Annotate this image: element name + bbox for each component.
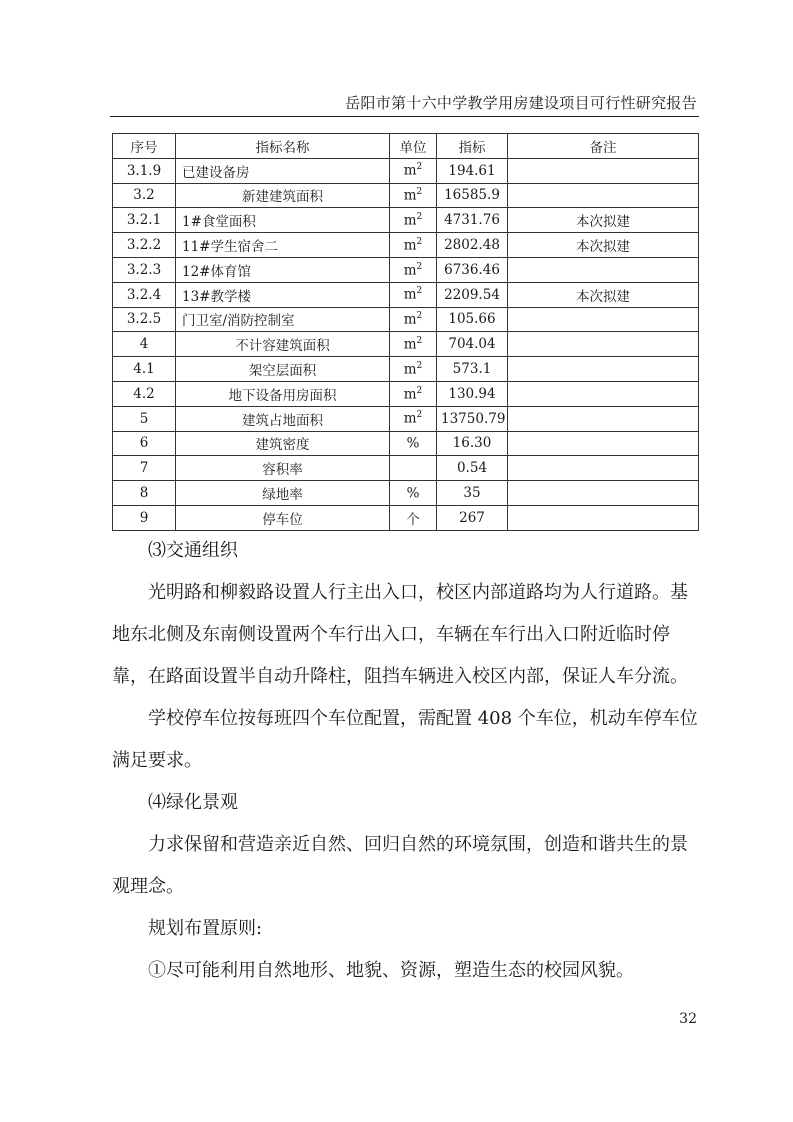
cell-value: 16585.9	[437, 183, 508, 208]
cell-unit	[390, 332, 437, 357]
cell-unit	[390, 357, 437, 382]
table-row	[113, 406, 699, 431]
table-row	[113, 431, 699, 456]
cell-unit	[390, 431, 437, 456]
table-row	[113, 307, 699, 332]
unit-base: m	[403, 162, 417, 179]
cell-number: 5	[113, 406, 176, 431]
cell-value: 2209.54	[437, 282, 508, 307]
cell-unit	[390, 456, 437, 481]
paragraph-traffic-entrances: 光明路和柳毅路设置人行主出入口，校区内部道路均为人行道路。基地东北侧及东南侧设置两个车行出入口，车辆在车行出入口附近临时停靠，在路面设置半自动升降柱，阻挡车辆进入校区内部，保证人车分流。	[112, 582, 688, 687]
cell-value: 194.61	[437, 158, 508, 183]
cell-unit	[390, 481, 437, 506]
paragraph-parking: 学校停车位按每班四个车位配置，需配置 408 个车位，机动车停车位满足要求。	[112, 708, 698, 771]
cell-number: 3.2	[113, 183, 176, 208]
cell-unit	[390, 505, 437, 530]
section-heading-traffic: ⑶交通组织	[148, 540, 238, 561]
page-number: 32	[679, 1011, 697, 1027]
cell-unit	[390, 282, 437, 307]
column-header-name: 指标名称	[176, 134, 390, 159]
unit-superscript: 2	[416, 236, 423, 247]
table-row	[113, 183, 699, 208]
cell-name: 11#学生宿舍二	[176, 233, 390, 258]
cell-name: 门卫室/消防控制室	[176, 307, 390, 332]
cell-name: 建筑占地面积	[176, 406, 390, 431]
unit-base: m	[403, 336, 417, 353]
table-row	[113, 481, 699, 506]
header-divider	[110, 116, 699, 117]
cell-note	[508, 332, 699, 357]
table-row	[113, 158, 699, 183]
table-row	[113, 456, 699, 481]
cell-value: 16.30	[437, 431, 508, 456]
unit-base: %	[406, 485, 420, 502]
cell-note	[508, 456, 699, 481]
cell-unit	[390, 381, 437, 406]
cell-unit	[390, 406, 437, 431]
cell-number: 3.2.2	[113, 233, 176, 258]
cell-value: 130.94	[437, 381, 508, 406]
unit-superscript: 2	[416, 336, 423, 347]
cell-number: 3.2.5	[113, 307, 176, 332]
cell-value: 4731.76	[437, 208, 508, 233]
cell-number: 7	[113, 456, 176, 481]
unit-base: m	[403, 386, 417, 403]
cell-note	[508, 406, 699, 431]
cell-note	[508, 505, 699, 530]
table-header-row	[113, 134, 699, 159]
cell-name: 建筑密度	[176, 431, 390, 456]
cell-value: 704.04	[437, 332, 508, 357]
unit-base: m	[403, 311, 417, 328]
principle-item-1: ①尽可能利用自然地形、地貌、资源，塑造生态的校园风貌。	[148, 960, 634, 981]
unit-superscript: 2	[416, 187, 423, 198]
principles-label: 规划布置原则:	[148, 918, 263, 939]
cell-value: 13750.79	[437, 406, 508, 431]
cell-name: 已建设备房	[176, 158, 390, 183]
cell-note: 本次拟建	[508, 233, 699, 258]
cell-name: 地下设备用房面积	[176, 381, 390, 406]
cell-unit	[390, 158, 437, 183]
unit-superscript: 2	[416, 385, 423, 396]
cell-name: 1#食堂面积	[176, 208, 390, 233]
unit-superscript: 2	[416, 286, 423, 297]
unit-base: m	[403, 237, 417, 254]
cell-note	[508, 357, 699, 382]
cell-note: 本次拟建	[508, 208, 699, 233]
document-header-title: 岳阳市第十六中学教学用房建设项目可行性研究报告	[345, 94, 697, 112]
cell-name: 绿地率	[176, 481, 390, 506]
section-heading-greening: ⑷绿化景观	[148, 792, 238, 813]
cell-note	[508, 381, 699, 406]
cell-unit	[390, 183, 437, 208]
unit-superscript: 2	[416, 410, 423, 421]
unit-base: m	[403, 262, 417, 279]
cell-value: 573.1	[437, 357, 508, 382]
cell-note	[508, 158, 699, 183]
column-header-number: 序号	[113, 134, 176, 159]
unit-superscript: 2	[416, 212, 423, 223]
cell-number: 3.2.4	[113, 282, 176, 307]
cell-number: 4	[113, 332, 176, 357]
unit-base: m	[403, 361, 417, 378]
table-row	[113, 233, 699, 258]
cell-name: 新建建筑面积	[176, 183, 390, 208]
unit-base: m	[403, 286, 417, 303]
cell-unit	[390, 307, 437, 332]
cell-value: 35	[437, 481, 508, 506]
cell-number: 6	[113, 431, 176, 456]
cell-value: 267	[437, 505, 508, 530]
body-text	[112, 530, 702, 992]
cell-unit	[390, 233, 437, 258]
unit-base: m	[403, 187, 417, 204]
cell-unit	[390, 257, 437, 282]
cell-unit	[390, 208, 437, 233]
unit-superscript: 2	[416, 311, 423, 322]
cell-name: 12#体育馆	[176, 257, 390, 282]
indicator-table-head	[113, 134, 699, 159]
cell-value: 0.54	[437, 456, 508, 481]
table-row	[113, 208, 699, 233]
cell-value: 6736.46	[437, 257, 508, 282]
column-header-unit: 单位	[390, 134, 437, 159]
unit-superscript: 2	[416, 261, 423, 272]
unit-base: %	[406, 435, 420, 452]
paragraph-landscape-concept: 力求保留和营造亲近自然、回归自然的环境氛围，创造和谐共生的景观理念。	[112, 834, 688, 897]
column-header-note: 备注	[508, 134, 699, 159]
cell-name: 不计容建筑面积	[176, 332, 390, 357]
cell-note: 本次拟建	[508, 282, 699, 307]
table-row	[113, 381, 699, 406]
cell-note	[508, 307, 699, 332]
table-row	[113, 332, 699, 357]
unit-superscript: 2	[416, 162, 423, 173]
unit-base: m	[403, 212, 417, 229]
cell-value: 105.66	[437, 307, 508, 332]
cell-name: 架空层面积	[176, 357, 390, 382]
cell-number: 4.1	[113, 357, 176, 382]
indicator-table-body	[113, 158, 699, 530]
cell-name: 停车位	[176, 505, 390, 530]
unit-base: 个	[406, 511, 420, 528]
cell-note	[508, 183, 699, 208]
cell-name: 容积率	[176, 456, 390, 481]
cell-number: 3.2.3	[113, 257, 176, 282]
table-row	[113, 257, 699, 282]
cell-value: 2802.48	[437, 233, 508, 258]
table-row	[113, 505, 699, 530]
cell-number: 9	[113, 505, 176, 530]
cell-note	[508, 257, 699, 282]
cell-number: 3.1.9	[113, 158, 176, 183]
unit-base: m	[403, 410, 417, 427]
cell-note	[508, 481, 699, 506]
cell-number: 3.2.1	[113, 208, 176, 233]
indicator-table	[112, 133, 699, 531]
column-header-value: 指标	[437, 134, 508, 159]
cell-number: 4.2	[113, 381, 176, 406]
cell-number: 8	[113, 481, 176, 506]
cell-note	[508, 431, 699, 456]
table-row	[113, 282, 699, 307]
cell-name: 13#教学楼	[176, 282, 390, 307]
table-row	[113, 357, 699, 382]
unit-superscript: 2	[416, 360, 423, 371]
